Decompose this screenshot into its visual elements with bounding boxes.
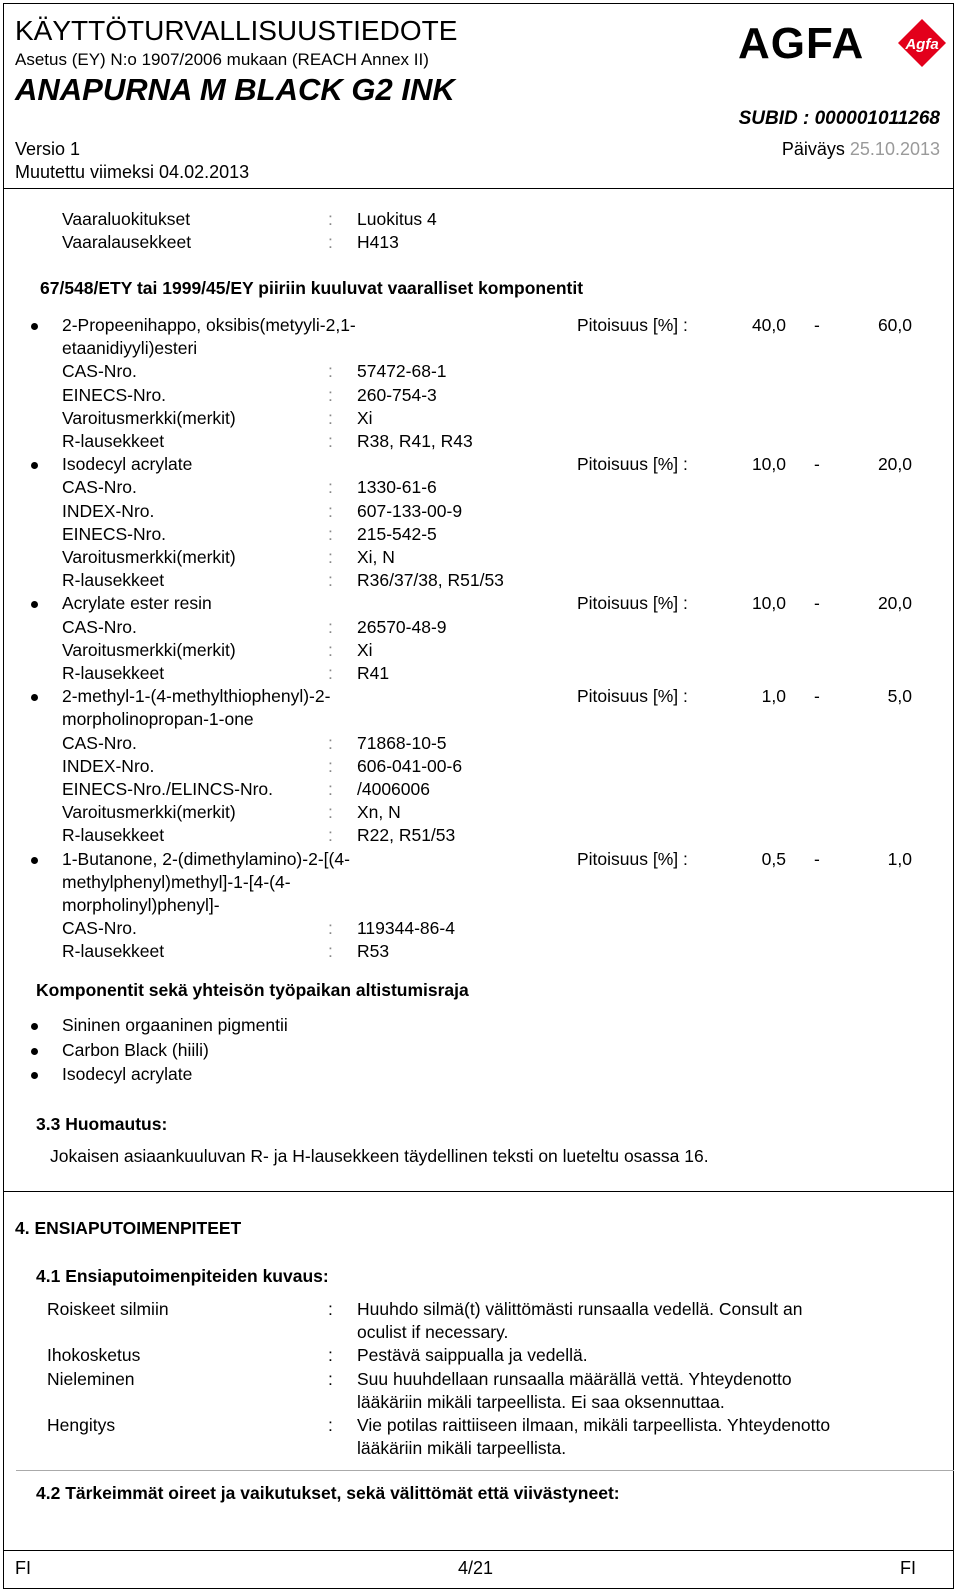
component-bullet: [31, 323, 38, 330]
colon: :: [328, 779, 333, 799]
property-value: 57472-68-1: [357, 361, 447, 382]
first-aid-text: Huuhdo silmä(t) välittömästi runsaalla vedellä. Consult an: [357, 1299, 803, 1319]
colon: :: [328, 1368, 333, 1389]
note-heading: 3.3 Huomautus:: [36, 1114, 168, 1134]
property-value: R38, R41, R43: [357, 431, 473, 451]
content-max: 5,0: [887, 686, 912, 707]
colon: :: [328, 570, 333, 591]
exposure-item: Carbon Black (hiili): [62, 1039, 209, 1060]
header-divider: [3, 188, 954, 189]
colon: :: [328, 477, 333, 498]
property-value: Xn, N: [357, 802, 401, 823]
subsection-divider: [16, 1470, 954, 1471]
content-label: Pitoisuus [%] :: [577, 593, 688, 614]
section-4-1-heading: 4.1 Ensiaputoimenpiteiden kuvaus:: [36, 1266, 329, 1286]
property-label: CAS-Nro.: [62, 361, 137, 382]
footer-language-left: FI: [15, 1558, 31, 1578]
property-label: INDEX-Nro.: [62, 500, 155, 521]
content-dash: -: [814, 315, 820, 335]
colon: :: [328, 232, 333, 253]
property-value: R41: [357, 663, 390, 683]
colon: :: [328, 361, 333, 382]
colon: :: [328, 616, 333, 637]
property-value: /4006006: [357, 779, 430, 799]
content-min: 10,0: [751, 454, 786, 475]
colon: :: [328, 941, 333, 962]
first-aid-text: Vie potilas raittiiseen ilmaan, mikäli tarpeellista. Yhteydenotto: [357, 1415, 831, 1435]
footer-language-right: FI: [900, 1558, 916, 1578]
issue-date: [782, 139, 940, 160]
property-value: Xi: [357, 639, 373, 660]
colon: :: [328, 1415, 333, 1435]
content-max: 20,0: [877, 454, 912, 475]
product-name: ANAPURNA M BLACK G2 INK: [15, 72, 455, 107]
content-min: 0,5: [761, 848, 786, 869]
first-aid-text: lääkäriin mikäli tarpeellista.: [357, 1438, 567, 1459]
colon: :: [328, 732, 333, 753]
property-label: CAS-Nro.: [62, 616, 137, 637]
property-label: Varoitusmerkki(merkit): [62, 639, 236, 660]
classification-value: Luokitus 4: [357, 209, 437, 229]
property-label: R-lausekkeet: [62, 570, 165, 591]
property-value: 607-133-00-9: [357, 500, 463, 521]
property-value: 71868-10-5: [357, 732, 447, 753]
property-label: CAS-Nro.: [62, 477, 137, 498]
colon: :: [328, 663, 333, 683]
date-label: Päiväys: [781, 139, 845, 159]
content-max: 60,0: [877, 315, 912, 335]
section-4-2-heading: 4.2 Tärkeimmät oireet ja vaikutukset, sekä välittömät että viivästyneet:: [36, 1483, 620, 1503]
content-min: 1,0: [761, 686, 786, 707]
agfa-logo: [738, 18, 948, 68]
footer-divider: [3, 1550, 954, 1551]
first-aid-text: Pestävä saippualla ja vedellä.: [357, 1345, 588, 1366]
last-modified: Muutettu viimeksi 04.02.2013: [15, 162, 250, 182]
property-label: R-lausekkeet: [62, 825, 165, 846]
content-min: 40,0: [751, 315, 786, 335]
agfa-logo-text: AGFA: [738, 19, 865, 68]
colon: :: [328, 802, 333, 823]
exposure-bullet: [31, 1023, 38, 1030]
property-value: 26570-48-9: [357, 616, 447, 637]
first-aid-text: lääkäriin mikäli tarpeellista. Ei saa oksennuttaa.: [357, 1391, 725, 1412]
classification-label: Vaaralausekkeet: [62, 232, 192, 253]
property-label: EINECS-Nro.: [62, 384, 167, 405]
exposure-heading: Komponentit sekä yhteisön työpaikan altistumisraja: [36, 980, 469, 1000]
content-label: Pitoisuus [%] :: [577, 686, 688, 707]
colon: :: [328, 500, 333, 521]
property-label: EINECS-Nro./ELINCS-Nro.: [62, 779, 274, 799]
version: Versio 1: [15, 139, 81, 159]
property-label: CAS-Nro.: [62, 732, 137, 753]
classification-value: H413: [357, 232, 399, 253]
content-dash: -: [814, 848, 820, 869]
classification-label: Vaaraluokitukset: [62, 209, 191, 229]
property-value: 606-041-00-6: [357, 755, 463, 776]
component-name: 2-methyl-1-(4-methylthiophenyl)-2-: [62, 686, 331, 707]
section-divider: [3, 1191, 954, 1192]
property-value: Xi: [357, 407, 373, 428]
section-4-heading: 4. ENSIAPUTOIMENPITEET: [15, 1218, 242, 1238]
exposure-item: Sininen orgaaninen pigmentii: [62, 1015, 288, 1035]
colon: :: [328, 384, 333, 405]
component-bullet: [31, 857, 38, 864]
component-name: morpholinopropan-1-one: [62, 709, 254, 730]
component-name: methylphenyl)methyl]-1-[4-(4-: [62, 871, 291, 892]
property-value: R22, R51/53: [357, 825, 456, 846]
colon: :: [328, 209, 333, 229]
components-heading: 67/548/ETY tai 1999/45/EY piiriin kuuluvat vaaralliset komponentit: [40, 278, 584, 298]
content-dash: -: [814, 686, 820, 707]
property-label: Varoitusmerkki(merkit): [62, 802, 236, 823]
page-number: 4/21: [458, 1558, 494, 1578]
colon: :: [328, 918, 333, 939]
content-max: 20,0: [877, 593, 912, 614]
content-label: Pitoisuus [%] :: [577, 848, 688, 869]
content-label: Pitoisuus [%] :: [577, 315, 688, 335]
agfa-logo-badge: Agfa: [905, 36, 939, 53]
exposure-item: Isodecyl acrylate: [62, 1064, 193, 1084]
property-label: Varoitusmerkki(merkit): [62, 407, 236, 428]
colon: :: [328, 523, 333, 544]
property-value: 260-754-3: [357, 384, 437, 405]
subid: SUBID : 000001011268: [738, 108, 940, 129]
component-name: morpholinyl)phenyl]-: [62, 895, 220, 915]
colon: :: [328, 1299, 333, 1319]
property-label: R-lausekkeet: [62, 941, 165, 962]
component-name: etaanidiyyli)esteri: [62, 338, 198, 359]
exposure-bullet: [31, 1072, 38, 1079]
colon: :: [328, 431, 333, 451]
note-text: Jokaisen asiaankuuluvan R- ja H-lausekkeen täydellinen teksti on lueteltu osassa 16.: [50, 1146, 709, 1166]
colon: :: [328, 547, 333, 567]
content-min: 10,0: [751, 593, 786, 614]
colon: :: [328, 407, 333, 428]
date-value: 25.10.2013: [849, 139, 940, 159]
component-name: Acrylate ester resin: [62, 593, 212, 614]
exposure-bullet: [31, 1048, 38, 1055]
component-name: Isodecyl acrylate: [62, 454, 193, 475]
content-label: Pitoisuus [%] :: [577, 454, 688, 475]
property-value: 215-542-5: [357, 523, 437, 544]
first-aid-text: Suu huuhdellaan runsaalla määrällä vettä. Yhteydenotto: [357, 1368, 792, 1389]
first-aid-label: Hengitys: [47, 1415, 116, 1435]
property-label: R-lausekkeet: [62, 431, 165, 451]
colon: :: [328, 639, 333, 660]
component-name: 2-Propeenihappo, oksibis(metyyli-2,1-: [62, 315, 356, 335]
property-label: CAS-Nro.: [62, 918, 137, 939]
property-value: 119344-86-4: [357, 918, 455, 939]
document-title: KÄYTTÖTURVALLISUUSTIEDOTE: [15, 15, 458, 46]
first-aid-text: oculist if necessary.: [357, 1322, 509, 1343]
property-label: INDEX-Nro.: [62, 755, 155, 776]
property-label: EINECS-Nro.: [62, 523, 167, 544]
property-label: Varoitusmerkki(merkit): [62, 547, 236, 567]
property-value: R53: [357, 941, 390, 962]
first-aid-label: Ihokosketus: [47, 1345, 141, 1366]
first-aid-label: Roiskeet silmiin: [47, 1299, 169, 1319]
colon: :: [328, 1345, 333, 1366]
component-name: 1-Butanone, 2-(dimethylamino)-2-[(4-: [62, 848, 350, 869]
property-value: Xi, N: [357, 547, 395, 567]
colon: :: [328, 755, 333, 776]
property-value: R36/37/38, R51/53: [357, 570, 504, 591]
content-dash: -: [814, 593, 820, 614]
content-dash: -: [814, 454, 820, 475]
property-value: 1330-61-6: [357, 477, 437, 498]
content-max: 1,0: [887, 848, 912, 869]
regulation-subtitle: Asetus (EY) N:o 1907/2006 mukaan (REACH Annex II): [15, 50, 429, 69]
first-aid-label: Nieleminen: [47, 1368, 135, 1389]
property-label: R-lausekkeet: [62, 663, 165, 683]
colon: :: [328, 825, 333, 846]
